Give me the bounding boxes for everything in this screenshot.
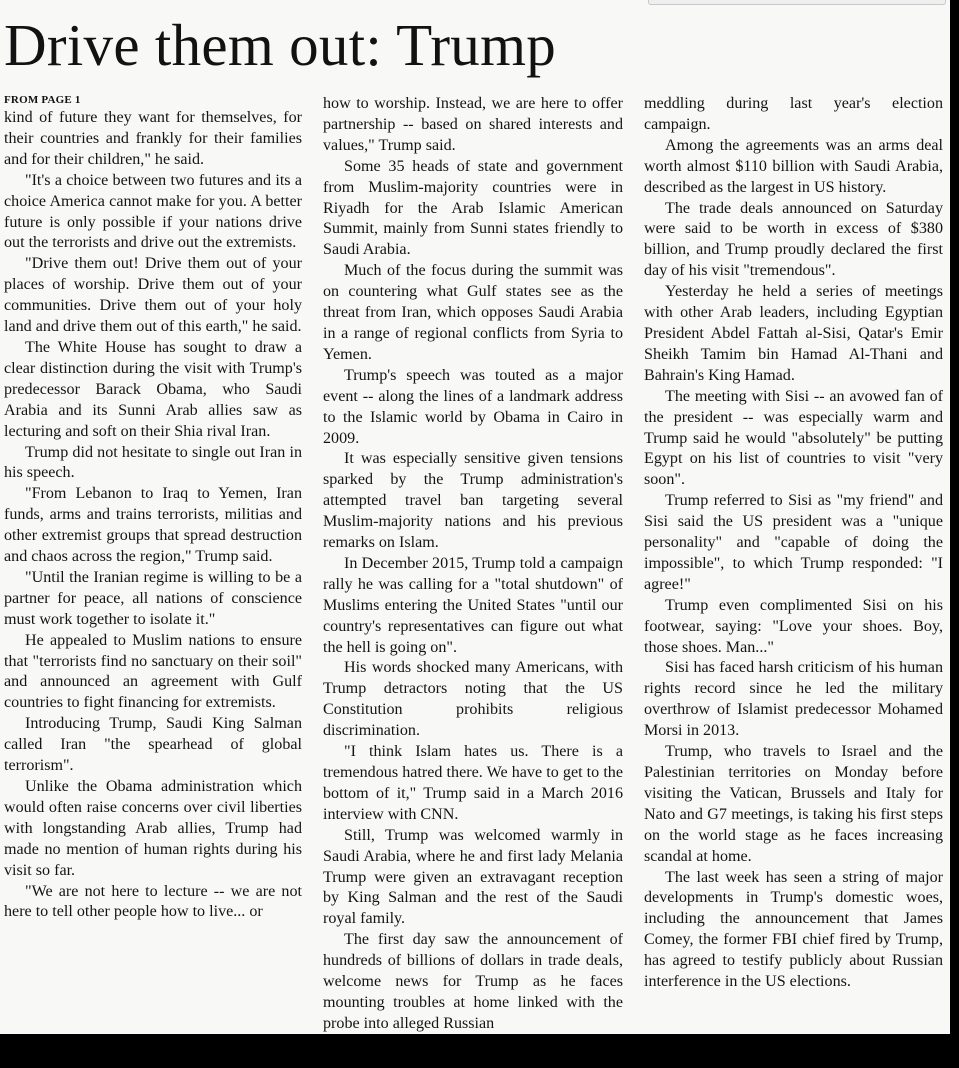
paragraph: "From Lebanon to Iraq to Yemen, Iran funds, arms and trains terrorists, militias and other extremist groups that spread destruction and chaos across the region," Trump said. [4, 485, 302, 566]
article-column-3 [644, 94, 943, 1034]
paragraph: Sisi has faced harsh criticism of his human rights record since he led the military overthrow of Islamist predecessor Mohamed Morsi in 2013. [644, 659, 943, 740]
paragraph: Unlike the Obama administration which would often raise concerns over civil liberties with longstanding Arab allies, Trump had made no mention of human rights during his visit so far. [4, 778, 302, 879]
paragraph: The first day saw the announcement of hundreds of billions of dollars in trade deals, welcome news for Trump as he faces mounting troubles at home linked with the probe into alleged Russian [323, 931, 623, 1032]
paragraph: In December 2015, Trump told a campaign rally he was calling for a "total shutdown" of Muslims entering the United States "until our country's representatives can figure out what the hell is going on". [323, 554, 623, 656]
paragraph: He appealed to Muslim nations to ensure that "terrorists find no sanctuary on their soil" and announced an agreement with Gulf countries to fight financing for extremists. [4, 631, 302, 712]
headline: Drive them out: Trump [4, 12, 557, 78]
paragraph: Trump did not hesitate to single out Iran in his speech. [4, 443, 302, 482]
paragraph: "Drive them out! Drive them out of your places of worship. Drive them out of your communities. Drive them out of your holy land and drive them out of this earth," he said. [4, 255, 302, 336]
article-column-1 [4, 93, 302, 1034]
paragraph: Trump referred to Sisi as "my friend" and Sisi said the US president was a "unique personality" and "capable of doing the impossible", to which Trump responded: "I agree!" [644, 492, 943, 593]
paragraph: Trump's speech was touted as a major event -- along the lines of a landmark address to the Islamic world by Obama in Cairo in 2009. [323, 366, 623, 447]
paragraph: The White House has sought to draw a clear distinction during the visit with Trump's predecessor Barack Obama, who Saudi Arabia and its Sunni Arab allies saw as lecturing and soft on their Shia rival Iran. [4, 338, 302, 440]
paragraph: Among the agreements was an arms deal worth almost $110 billion with Saudi Arabia, described as the largest in US history. [644, 136, 943, 196]
paragraph: It was especially sensitive given tensions sparked by the Trump administration's attempted travel ban targeting several Muslim-majority nations and his previous remarks on Islam. [323, 450, 623, 552]
adjacent-page-edge [648, 0, 946, 5]
paragraph: Trump even complimented Sisi on his footwear, saying: "Love your shoes. Boy, those shoes. Man..." [644, 596, 943, 656]
paragraph: "I think Islam hates us. There is a tremendous hatred there. We have to get to the bottom of it," Trump said in a March 2016 interview with CNN. [323, 743, 623, 823]
paragraph: Trump, who travels to Israel and the Palestinian territories on Monday before visiting the Vatican, Brussels and Italy for Nato and G7 meetings, is taking his first steps on the world stage as he faces increasing scandal at home. [644, 743, 943, 865]
paragraph: His words shocked many Americans, with Trump detractors noting that the US Constitution prohibits religious discrimination. [323, 659, 623, 740]
paragraph: The last week has seen a string of major developments in Trump's domestic woes, including the announcement that James Comey, the former FBI chief fired by Trump, has agreed to testify publicly about Russian interference in the US elections. [644, 868, 943, 991]
article-column-2 [323, 94, 623, 1034]
paragraph: how to worship. Instead, we are here to offer partnership -- based on shared interests and values," Trump said. [323, 95, 623, 154]
paragraph: "Until the Iranian regime is willing to be a partner for peace, all nations of conscience must work together to isolate it." [4, 568, 302, 628]
paragraph: "It's a choice between two futures and its a choice America cannot make for you. A better future is only possible if your nations drive out the terrorists and drive out the extremists. [4, 171, 302, 252]
paragraph: Some 35 heads of state and government from Muslim-majority countries were in Riyadh for the Arab Islamic American Summit, mainly from Sunni states friendly to Saudi Arabia. [323, 157, 623, 259]
paragraph: The meeting with Sisi -- an avowed fan of the president -- was especially warm and Trump said he would "absolutely" be putting Egypt on his list of countries to visit "very soon". [644, 387, 943, 489]
paragraph: Introducing Trump, Saudi King Salman called Iran "the spearhead of global terrorism". [4, 715, 302, 775]
paragraph: "We are not here to lecture -- we are not here to tell other people how to live... or [4, 882, 302, 921]
paragraph: kind of future they want for themselves, for their countries and frankly for their families and for their children," he said. [4, 109, 302, 168]
continued-from-label: FROM PAGE 1 [4, 94, 81, 106]
paragraph: The trade deals announced on Saturday were said to be worth in excess of $380 billion, and Trump proudly declared the first day of his visit "tremendous". [644, 199, 943, 280]
paragraph: Much of the focus during the summit was on countering what Gulf states see as the threat from Iran, which opposes Saudi Arabia in a range of regional conflicts from Syria to Yemen. [323, 262, 623, 363]
paragraph: Yesterday he held a series of meetings with other Arab leaders, including Egyptian President Abdel Fattah al-Sisi, Qatar's Emir Sheikh Tamim bin Hamad Al-Thani and Bahrain's King Hamad. [644, 283, 943, 384]
paragraph: Still, Trump was welcomed warmly in Saudi Arabia, where he and first lady Melania Trump were given an extravagant reception by King Salman and the rest of the Saudi royal family. [323, 826, 623, 928]
paragraph: meddling during last year's election campaign. [644, 95, 943, 133]
